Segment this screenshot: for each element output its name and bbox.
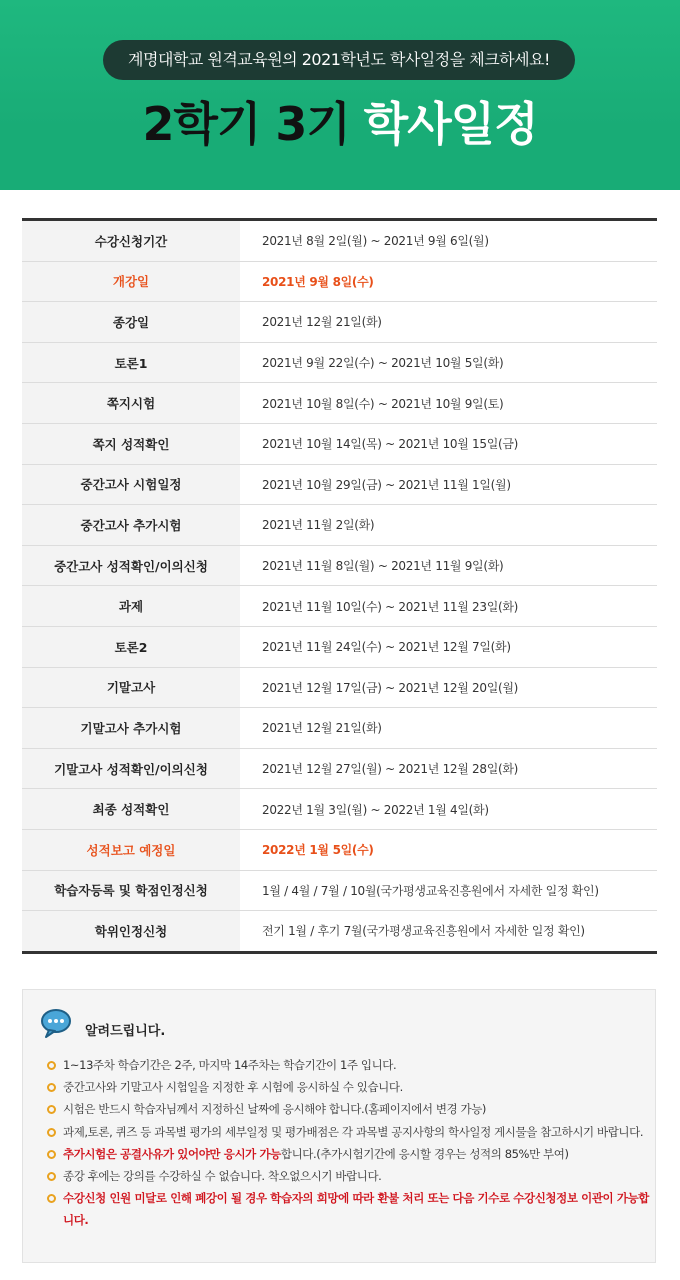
schedule-label: 성적보고 예정일: [22, 829, 240, 870]
schedule-date: 2021년 10월 29일(금) ~ 2021년 11월 1일(월): [240, 464, 657, 505]
schedule-row: [22, 911, 657, 953]
schedule-row: [22, 505, 657, 546]
schedule-date: 2021년 10월 8일(수) ~ 2021년 10월 9일(토): [240, 383, 657, 424]
notice-emphasis: 추가시험은 공결사유가 있어야만 응시가 가능: [63, 1146, 281, 1161]
schedule-label: 개강일: [22, 261, 240, 302]
speech-bubble-icon: [40, 1008, 72, 1038]
schedule-row: [22, 545, 657, 586]
schedule-label: 중간고사 시험일정: [22, 464, 240, 505]
schedule-label: 학습자등록 및 학점인정신청: [22, 870, 240, 911]
schedule-label: 학위인정신청: [22, 911, 240, 953]
schedule-row: [22, 342, 657, 383]
schedule-date: 전기 1월 / 후기 7월(국가평생교육진흥원에서 자세한 일정 확인): [262, 924, 585, 939]
notice-item: [45, 1143, 655, 1165]
notice-box: [22, 989, 656, 1263]
schedule-date: 2021년 12월 27일(월) ~ 2021년 12월 28일(화): [240, 748, 657, 789]
banner-subtitle: 계명대학교 원격교육원의 2021학년도 학사일정을 체크하세요!: [103, 40, 575, 80]
schedule-label: 과제: [22, 586, 240, 627]
notice-item: [45, 1121, 655, 1143]
schedule-date: 2022년 1월 3일(월) ~ 2022년 1월 4일(화): [240, 789, 657, 830]
schedule-date: 2021년 11월 10일(수) ~ 2021년 11월 23일(화): [240, 586, 657, 627]
schedule-date: 2021년 12월 21일(화): [240, 302, 657, 343]
schedule-label: 중간고사 추가시험: [22, 505, 240, 546]
schedule-date: 2021년 9월 8일(수): [240, 261, 657, 302]
schedule-label: 쪽지 성적확인: [22, 423, 240, 464]
header-banner: [0, 0, 680, 190]
schedule-row: [22, 586, 657, 627]
title-schedule: 학사일정: [363, 97, 538, 151]
schedule-row: [22, 708, 657, 749]
notice-list: [45, 1054, 655, 1232]
notice-text: 종강 후에는 강의를 수강하실 수 없습니다. 착오없으시기 바랍니다.: [63, 1169, 382, 1184]
bullet-icon: [47, 1128, 56, 1137]
schedule-row: [22, 423, 657, 464]
schedule-label: 쪽지시험: [22, 383, 240, 424]
schedule-row: [22, 383, 657, 424]
bullet-icon: [47, 1083, 56, 1092]
schedule-row: [22, 626, 657, 667]
notice-item: [45, 1098, 655, 1120]
notice-text: 시험은 반드시 학습자님께서 지정하신 날짜에 응시해야 합니다.(홈페이지에서 변경 가능): [63, 1102, 486, 1117]
schedule-row: [22, 464, 657, 505]
schedule-row: [22, 789, 657, 830]
notice-text: 중간고사와 기말고사 시험일을 지정한 후 시험에 응시하실 수 있습니다.: [63, 1080, 403, 1095]
schedule-row: [22, 667, 657, 708]
bullet-icon: [47, 1150, 56, 1159]
schedule-label: 토론2: [22, 626, 240, 667]
schedule-date: 2021년 11월 8일(월) ~ 2021년 11월 9일(화): [240, 545, 657, 586]
schedule-row: [22, 261, 657, 302]
schedule-date: 2022년 1월 5일(수): [240, 829, 657, 870]
bullet-icon: [47, 1061, 56, 1070]
notice-text: 합니다.(추가시험기간에 응시할 경우는 성적의 85%만 부여): [280, 1146, 569, 1161]
schedule-date: 2021년 12월 17일(금) ~ 2021년 12월 20일(월): [240, 667, 657, 708]
schedule-label: 최종 성적확인: [22, 789, 240, 830]
bullet-icon: [47, 1105, 56, 1114]
schedule-date: 2021년 11월 24일(수) ~ 2021년 12월 7일(화): [240, 626, 657, 667]
schedule-date: 2021년 12월 21일(화): [240, 708, 657, 749]
schedule-row: [22, 829, 657, 870]
schedule-date: 2021년 8월 2일(월) ~ 2021년 9월 6일(월): [240, 220, 657, 262]
schedule-label: 기말고사 추가시험: [22, 708, 240, 749]
schedule-label: 토론1: [22, 342, 240, 383]
schedule-label: 수강신청기간: [22, 220, 240, 262]
bullet-icon: [47, 1172, 56, 1181]
title-term: 2학기 3기: [142, 97, 350, 151]
notice-text: 과제,토론, 퀴즈 등 과목별 평가의 세부일정 및 평가배점은 각 과목별 공지사항의 학사일정 게시물을 참고하시기 바랍니다.: [63, 1124, 644, 1139]
page-title: [0, 88, 680, 154]
schedule-label: 기말고사: [22, 667, 240, 708]
schedule-date: 1월 / 4월 / 7월 / 10월(국가평생교육진흥원에서 자세한 일정 확인): [240, 870, 657, 911]
notice-item: [45, 1187, 655, 1231]
schedule-date: 2021년 9월 22일(수) ~ 2021년 10월 5일(화): [240, 342, 657, 383]
notice-item: [45, 1076, 655, 1098]
schedule-date: 2021년 10월 14일(목) ~ 2021년 10월 15일(금): [240, 423, 657, 464]
bullet-icon: [47, 1194, 56, 1203]
schedule-label: 종강일: [22, 302, 240, 343]
schedule-row: [22, 870, 657, 911]
notice-text: 1~13주차 학습기간은 2주, 마지막 14주차는 학습기간이 1주 입니다.: [63, 1058, 397, 1072]
schedule-table: [22, 218, 657, 954]
notice-item: [45, 1165, 655, 1187]
notice-item: [45, 1054, 655, 1076]
schedule-date: 2021년 11월 2일(화): [240, 505, 657, 546]
notice-title: 알려드립니다.: [85, 1024, 166, 1039]
schedule-label: 기말고사 성적확인/이의신청: [22, 748, 240, 789]
schedule-row: [22, 220, 657, 262]
schedule-row: [22, 302, 657, 343]
schedule-row: [22, 748, 657, 789]
schedule-label: 중간고사 성적확인/이의신청: [22, 545, 240, 586]
notice-text: 수강신청 인원 미달로 인해 폐강이 될 경우 학습자의 희망에 따라 환불 처리 또는 다음 기수로 수강신청정보 이관이 가능합니다.: [63, 1191, 649, 1228]
